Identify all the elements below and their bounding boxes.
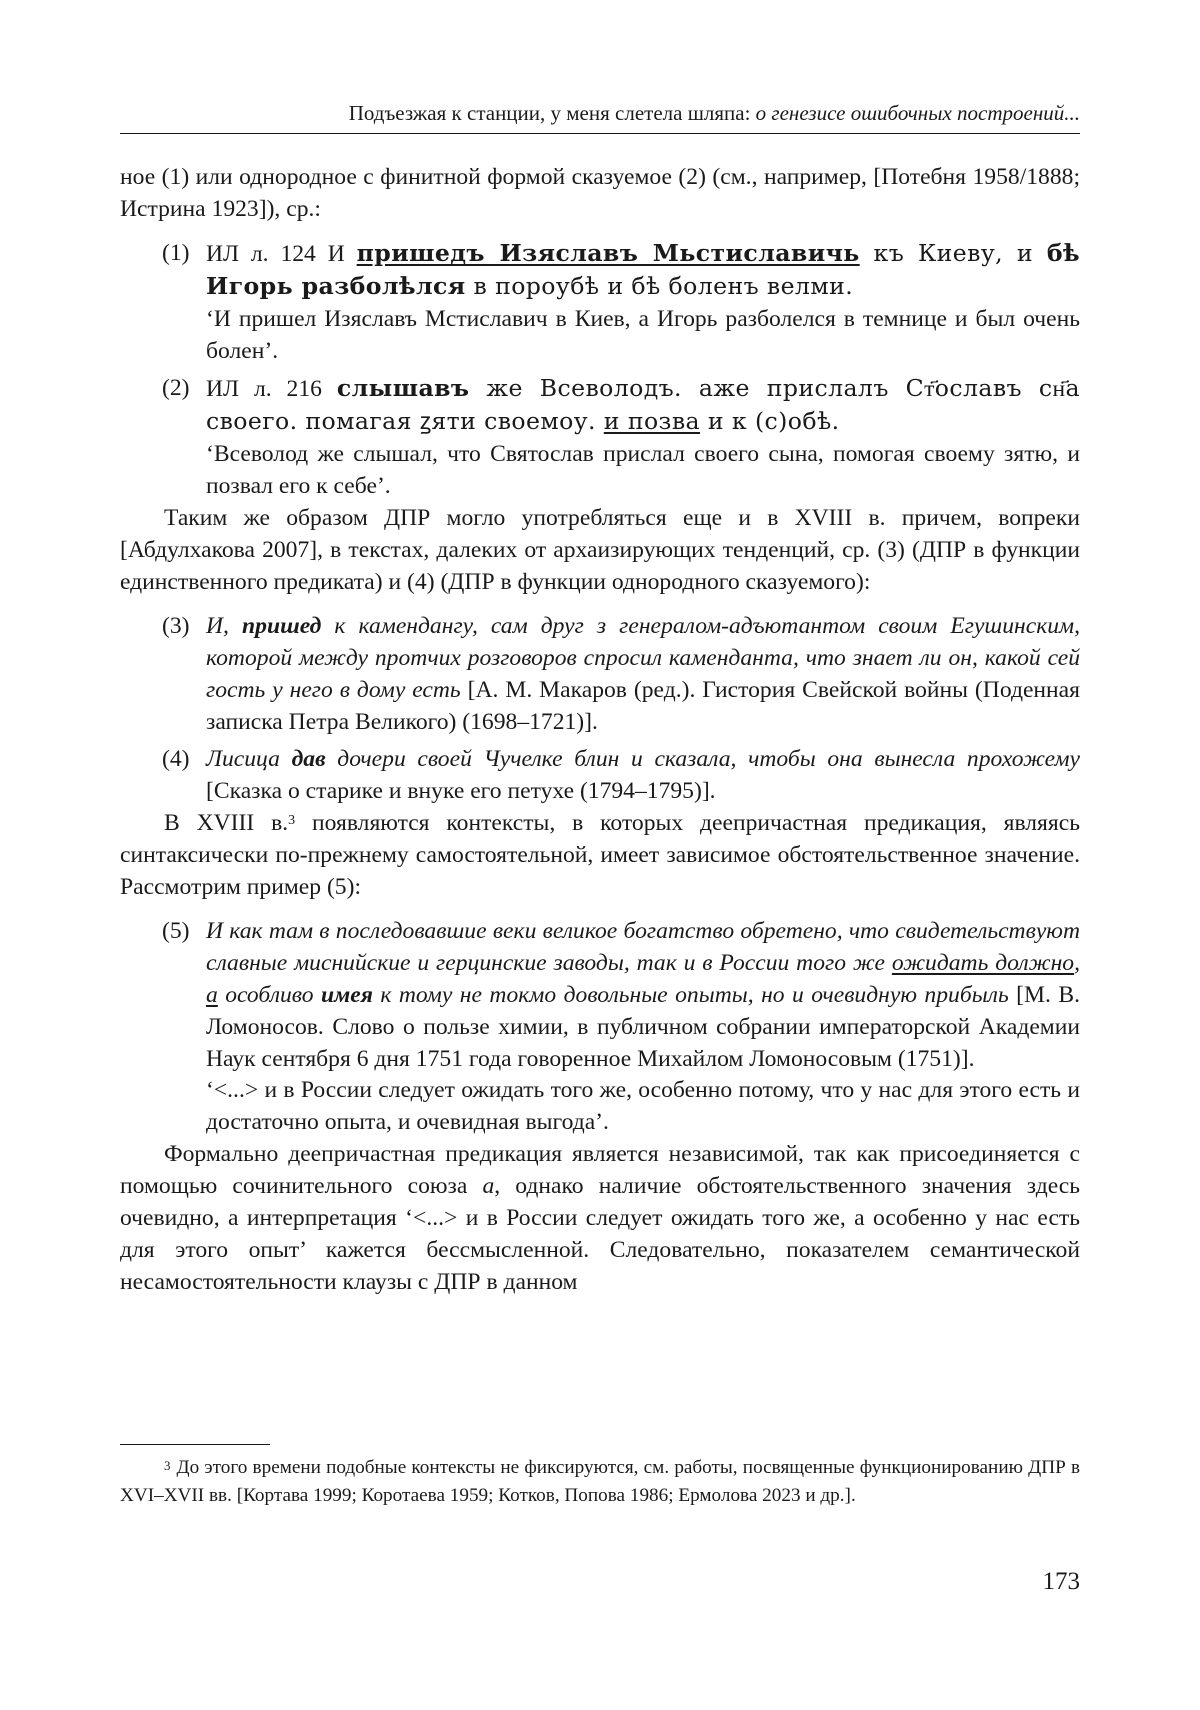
- example-source: [А. М. Макаров (ред.). Гистория Свейской войны (Поденная записка Петра Великого) (1698–1721)].: [206, 676, 1080, 735]
- church-slavonic-fragment: пришедъ Изяславъ Мьстиславичь: [356, 238, 860, 267]
- example-text: особливо: [217, 981, 321, 1008]
- example-number: (4): [162, 746, 190, 773]
- running-head-title: Подъезжая к станции, у меня слетела шляпа:: [348, 101, 756, 125]
- example-highlight: пришед: [242, 612, 322, 639]
- paragraph-text: , однако наличие обстоятельственного значения здесь очевидно, а интерпретация ‘<...> и в России следует ожидать того же, а особенно у нас есть для этого опыт’ кажется бессмысленной. Следовательно, показателем семантической несамостоятельности клаузы с ДПР в данном: [120, 1173, 1080, 1295]
- footnote-mark: 3: [164, 1458, 171, 1473]
- example-4: [162, 744, 1080, 808]
- example-source: ИЛ л. 124 И: [206, 240, 357, 267]
- example-content: [206, 238, 1080, 368]
- church-slavonic-fragment: къ Киеву, и: [859, 238, 1047, 267]
- example-text: И,: [206, 612, 243, 639]
- example-1: [162, 238, 1080, 368]
- example-5: [162, 916, 1080, 1139]
- example-source: [Сказка о старике и внуке его петухе (1794–1795)].: [206, 778, 716, 805]
- example-content: [206, 373, 1080, 503]
- example-3: [162, 611, 1080, 739]
- paragraph-continued: ное (1) или однородное с финитной формой сказуемое (2) (см., например, [Потебня 1958/1888; Истрина 1923]), ср.:: [120, 164, 1080, 222]
- example-translation: ‘И пришел Изяславъ Мстиславич в Киев, а Игорь разболелся в темнице и был очень болен’.: [206, 305, 1080, 364]
- running-head: [120, 100, 1080, 126]
- header-rule: [120, 133, 1080, 134]
- footnote: [120, 1454, 1080, 1510]
- example-content: [206, 916, 1080, 1139]
- footnote-text: До этого времени подобные контексты не фиксируются, см. работы, посвященные функционированию ДПР в XVI–XVII вв. [Кортава 1999; Коротаева 1959; Котков, Попова 1986; Ермолова 2023 и др.].: [120, 1457, 1080, 1506]
- church-slavonic-fragment: и к (с)обѣ.: [699, 407, 840, 436]
- example-number: (1): [162, 239, 190, 266]
- footnote-reference: 3: [288, 813, 296, 829]
- example-source-line: [206, 373, 1080, 439]
- paragraph: [120, 1139, 1080, 1299]
- example-text: ,: [1074, 949, 1080, 976]
- church-slavonic-fragment: слышавъ: [336, 374, 470, 403]
- example-content: [206, 744, 1080, 808]
- footnote-rule: [120, 1444, 270, 1445]
- example-highlight: дав: [291, 746, 326, 773]
- example-highlight: имея: [320, 981, 373, 1008]
- paragraph-text: Формально деепричастная предикация является независимой, так как присоединяется с помощью сочинительного союза: [120, 1141, 1080, 1200]
- church-slavonic-fragment: и позва: [603, 407, 700, 436]
- paragraph: Таким же образом ДПР могло употребляться еще и в XVIII в. причем, вопреки [Абдулхакова 2007], в текстах, далеких от архаизирующих тенденций, ср. (3) (ДПР в функции единственного предиката) и (4) (ДПР в функции однородного сказуемого):: [120, 505, 1080, 595]
- paragraph: [120, 808, 1080, 904]
- example-text: дочери своей Чучелке блин и сказала, чтобы она вынесла прохожему: [325, 746, 1080, 773]
- example-text: к камендангу, сам друг з генералом-адъютантом своим Егушинским, которой между протчих розговоров спросил каменданта, что знает ли он, какой сей гость у него в дому есть: [206, 612, 1081, 703]
- paragraph-text: В XVIII в.: [164, 810, 289, 837]
- example-content: [206, 611, 1080, 739]
- example-source-line: [206, 238, 1080, 304]
- church-slavonic-fragment: в пороубѣ и бѣ боленъ велми.: [465, 271, 854, 300]
- example-body: [206, 916, 1080, 1076]
- example-text: Лисица: [206, 746, 292, 773]
- example-underlined: ожидать должно: [891, 949, 1075, 976]
- example-number: (2): [162, 375, 190, 402]
- example-source: ИЛ л. 216: [206, 376, 337, 403]
- body-text: [120, 162, 1080, 1299]
- example-text: к тому не токмо довольные опыты, но и очевидную прибыль: [372, 981, 1009, 1008]
- footnote-text-block: [120, 1454, 1080, 1510]
- running-head-subtitle: о генезисе ошибочных построений...: [755, 101, 1080, 125]
- example-source: [М. В. Ломоносов. Слово о пользе химии, в публичном собрании императорской Академии Наук сентября 6 дня 1751 года говоренное Михайлом Ломоносовым (1751)].: [206, 981, 1080, 1072]
- church-slavonic-fragment: же Всеволодъ. аже прислалъ Ст҃ославъ сн҃а своего. помагая ꙁяти своемоу.: [206, 374, 1080, 436]
- example-text: И как там в последовавшие веки великое богатство обретено, что свидетельствуют славные миснийские и герцинские заводы, так и в России того же: [206, 917, 1080, 976]
- example-number: (5): [162, 917, 190, 944]
- example-translation: ‘Всеволод же слышал, что Святослав прислал своего сына, помогая своему зятю, и позвал его к себе’.: [206, 441, 1080, 500]
- example-number: (3): [162, 612, 190, 639]
- example-underlined: а: [206, 981, 218, 1008]
- example-translation: ‘<...> и в России следует ожидать того же, особенно потому, что у нас для этого есть и достаточно опыта, и очевидная выгода’.: [206, 1077, 1080, 1136]
- example-2: [162, 373, 1080, 503]
- paragraph-italic: а: [482, 1173, 495, 1200]
- church-slavonic-fragment: бѣ Игорь разболѣлся: [206, 238, 1080, 300]
- page-number: 173: [1042, 1568, 1080, 1595]
- paragraph-text: появляются контексты, в которых деепричастная предикация, являясь синтаксически по-прежнему самостоятельной, имеет зависимое обстоятельственное значение. Рассмотрим пример (5):: [120, 810, 1080, 901]
